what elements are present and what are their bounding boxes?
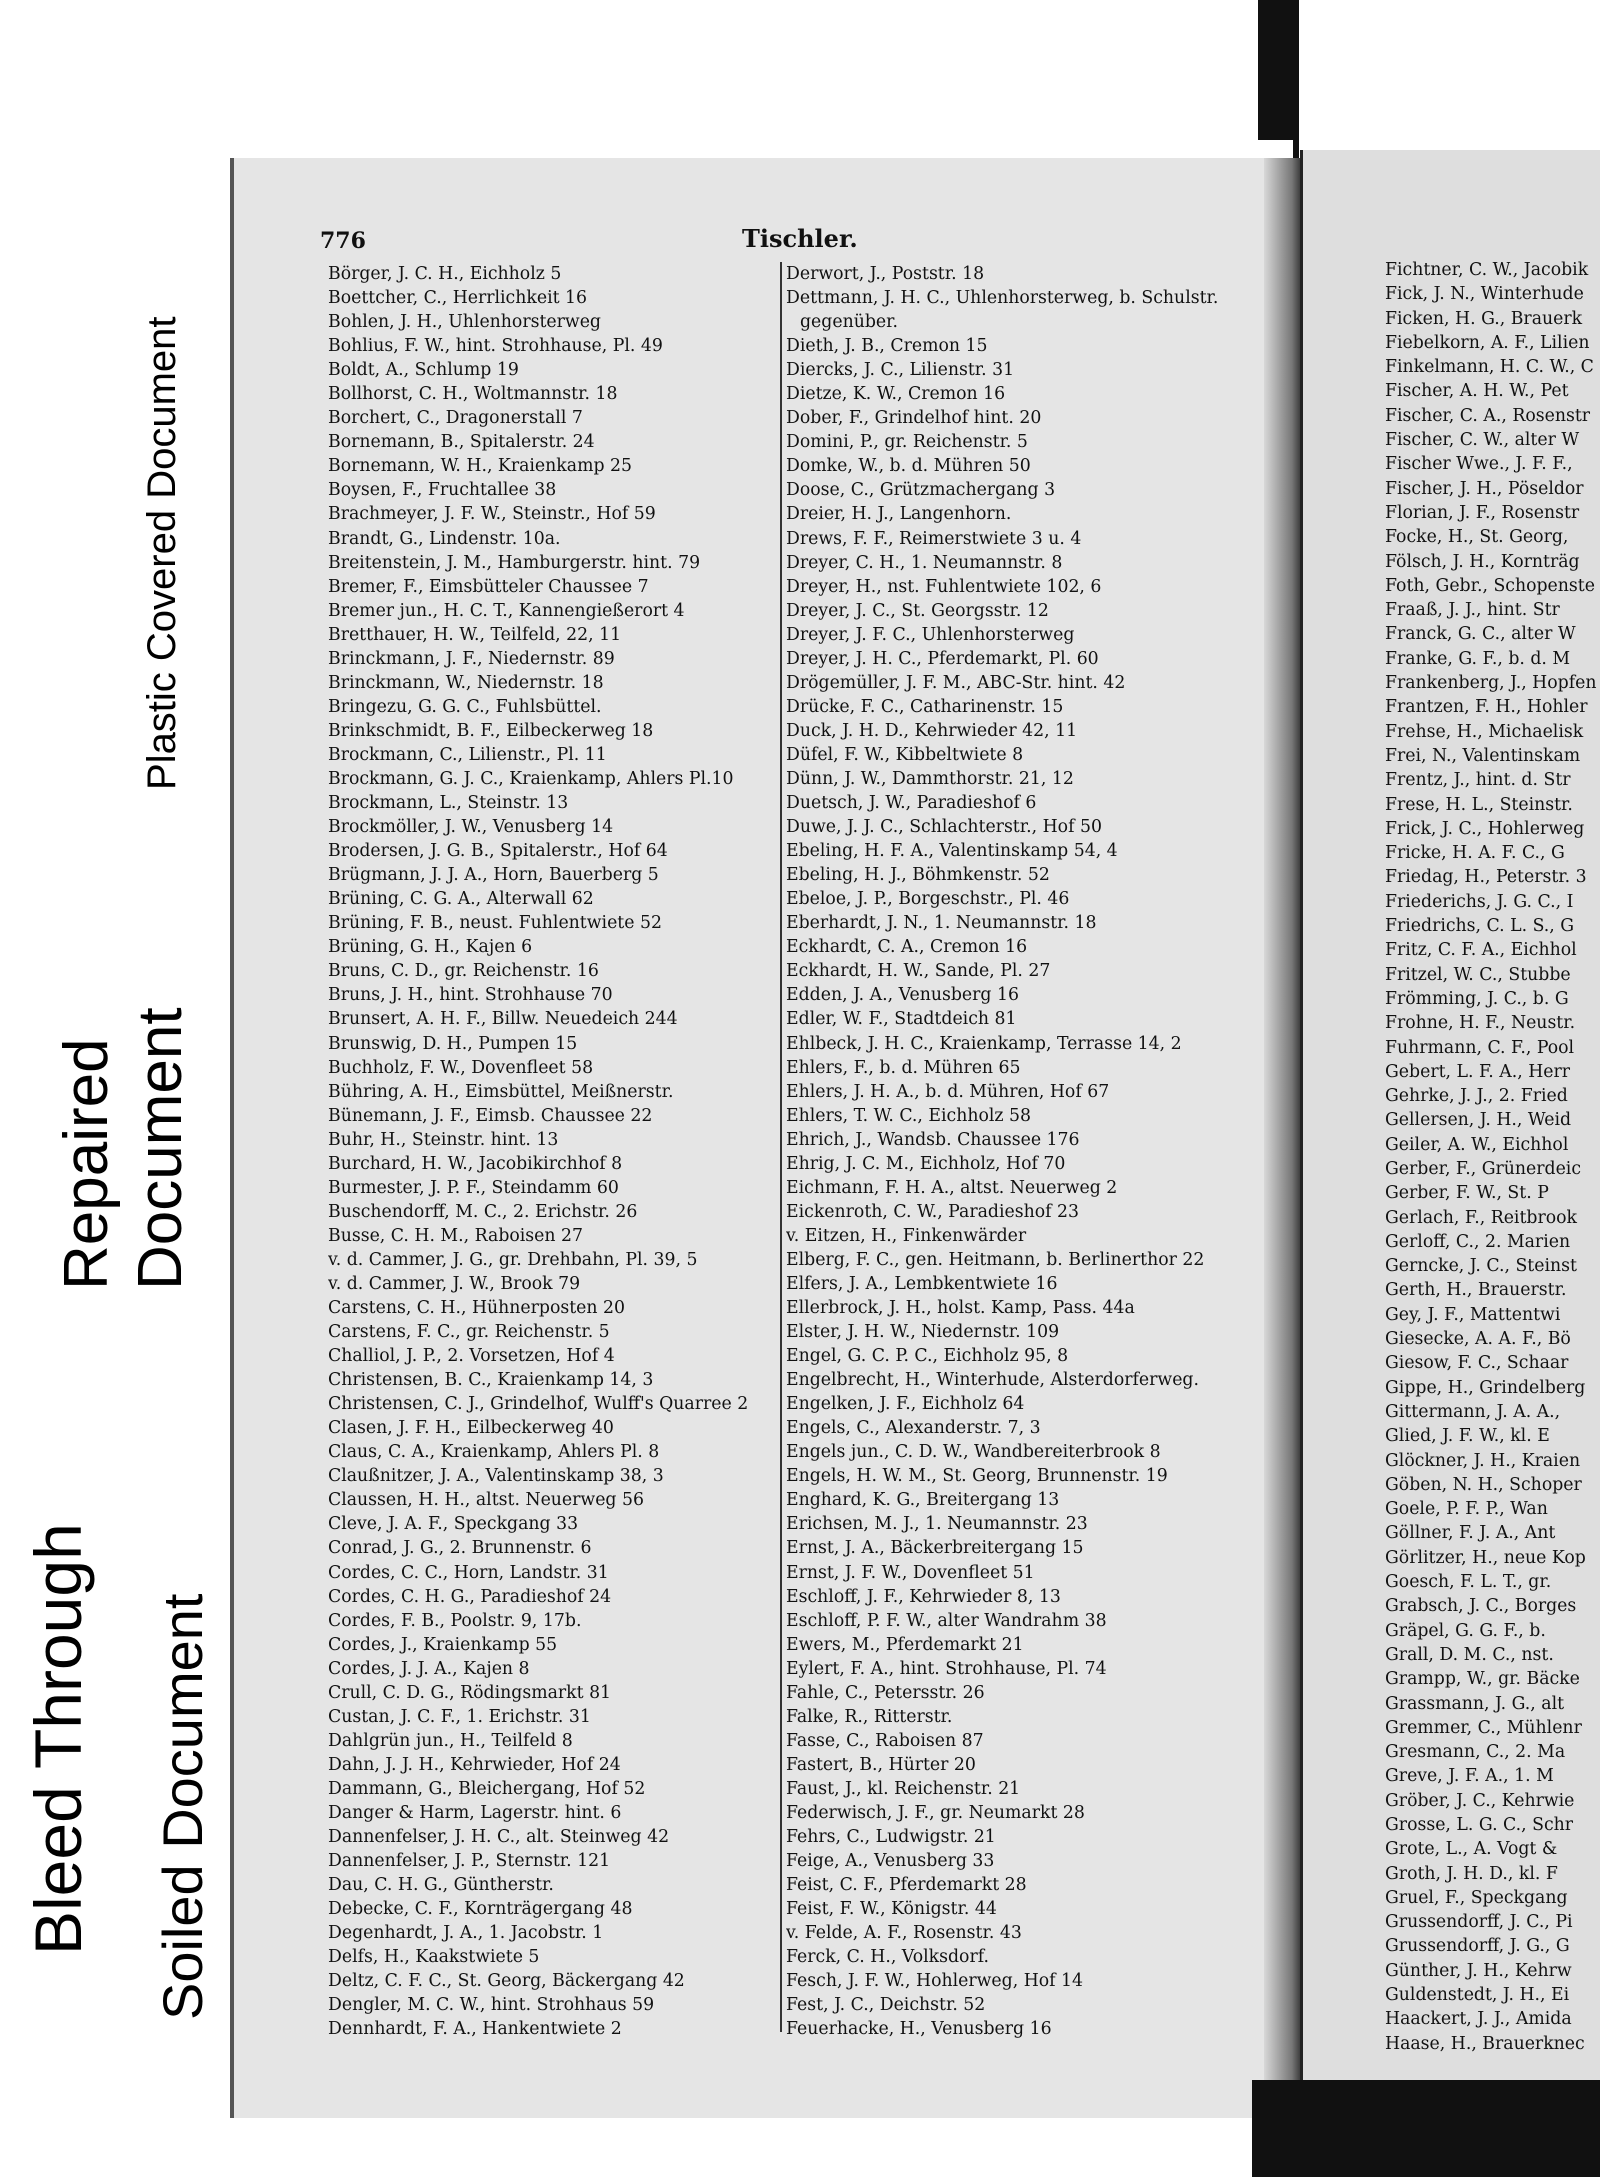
directory-entry: Ehlers, J. H. A., b. d. Mühren, Hof 67 bbox=[786, 1081, 1110, 1102]
directory-entry: Claußnitzer, J. A., Valentinskamp 38, 3 bbox=[328, 1466, 664, 1487]
directory-entry: Engelken, J. F., Eichholz 64 bbox=[786, 1394, 1025, 1415]
directory-entry: Friederichs, J. G. C., I bbox=[1385, 891, 1574, 912]
directory-entry: Frentz, J., hint. d. Str bbox=[1385, 770, 1571, 791]
directory-entry: Dau, C. H. G., Güntherstr. bbox=[328, 1875, 554, 1896]
directory-entry: Gremmer, C., Mühlenr bbox=[1385, 1717, 1582, 1738]
directory-entry: Drögemüller, J. F. M., ABC-Str. hint. 42 bbox=[786, 672, 1126, 693]
directory-entry: Bornemann, B., Spitalerstr. 24 bbox=[328, 432, 595, 453]
directory-entry: Gerber, F., Grünerdeic bbox=[1385, 1158, 1582, 1179]
directory-entry: Claus, C. A., Kraienkamp, Ahlers Pl. 8 bbox=[328, 1442, 660, 1463]
directory-entry: Duck, J. H. D., Kehrwieder 42, 11 bbox=[786, 720, 1078, 741]
directory-entry: Dahlgrün jun., H., Teilfeld 8 bbox=[328, 1730, 573, 1751]
directory-entry: Boysen, F., Fruchtallee 38 bbox=[328, 480, 557, 501]
directory-entry: Claussen, H. H., altst. Neuerweg 56 bbox=[328, 1490, 644, 1511]
directory-entry: Frehse, H., Michaelisk bbox=[1385, 721, 1584, 742]
directory-entry: Borchert, C., Dragonerstall 7 bbox=[328, 408, 583, 429]
directory-entry: Bornemann, W. H., Kraienkamp 25 bbox=[328, 456, 632, 477]
directory-entry: Brockmann, L., Steinstr. 13 bbox=[328, 793, 569, 814]
directory-entry: Frankenberg, J., Hopfen bbox=[1385, 673, 1597, 694]
directory-entry: Cordes, J. J. A., Kajen 8 bbox=[328, 1658, 530, 1679]
directory-entry: Burchard, H. W., Jacobikirchhof 8 bbox=[328, 1153, 623, 1174]
directory-entry: Fischer, C. W., alter W bbox=[1385, 430, 1580, 451]
directory-entry: Deltz, C. F. C., St. Georg, Bäckergang 42 bbox=[328, 1971, 685, 1992]
directory-entry: Erichsen, M. J., 1. Neumannstr. 23 bbox=[786, 1514, 1088, 1535]
directory-entry: Elster, J. H. W., Niedernstr. 109 bbox=[786, 1322, 1060, 1343]
directory-entry: Engels jun., C. D. W., Wandbereiterbrook 8 bbox=[786, 1442, 1161, 1463]
directory-entry: Glöckner, J. H., Kraien bbox=[1385, 1450, 1581, 1471]
directory-entry: Brachmeyer, J. F. W., Steinstr., Hof 59 bbox=[328, 504, 656, 525]
directory-entry: Bremer, F., Eimsbütteler Chaussee 7 bbox=[328, 576, 649, 597]
directory-entry: Brüning, G. H., Kajen 6 bbox=[328, 937, 533, 958]
directory-entry: Grampp, W., gr. Bäcke bbox=[1385, 1669, 1580, 1690]
directory-entry: Boldt, A., Schlump 19 bbox=[328, 360, 519, 381]
directory-entry: Brinckmann, J. F., Niedernstr. 89 bbox=[328, 648, 615, 669]
directory-entry: Haackert, J. J., Amida bbox=[1385, 2009, 1572, 2030]
directory-entry: v. Eitzen, H., Finkenwärder bbox=[786, 1225, 1027, 1246]
directory-entry: Frömming, J. C., b. G bbox=[1385, 988, 1569, 1009]
directory-entry: Fahle, C., Petersstr. 26 bbox=[786, 1682, 985, 1703]
directory-entry: Franck, G. C., alter W bbox=[1385, 624, 1576, 645]
directory-entry: Goele, P. F. P., Wan bbox=[1385, 1499, 1548, 1520]
directory-entry: Derwort, J., Poststr. 18 bbox=[786, 264, 985, 284]
directory-entry: Glied, J. F. W., kl. E bbox=[1385, 1426, 1550, 1447]
directory-entry: Gresmann, C., 2. Ma bbox=[1385, 1742, 1566, 1763]
directory-entry: Gerth, H., Brauerstr. bbox=[1385, 1280, 1567, 1301]
directory-column-middle bbox=[780, 262, 1266, 2040]
directory-entry: Challiol, J. P., 2. Vorsetzen, Hof 4 bbox=[328, 1346, 615, 1367]
directory-entry: Elberg, F. C., gen. Heitmann, b. Berlinerthor 22 bbox=[786, 1249, 1205, 1270]
directory-entry: Fölsch, J. H., Kornträg bbox=[1385, 551, 1580, 572]
directory-entry: Buhr, H., Steinstr. hint. 13 bbox=[328, 1129, 559, 1150]
directory-entry: Eberhardt, J. N., 1. Neumannstr. 18 bbox=[786, 913, 1097, 934]
directory-entry: Bühring, A. H., Eimsbüttel, Meißnerstr. bbox=[328, 1081, 674, 1102]
directory-entry: Grassmann, J. G., alt bbox=[1385, 1693, 1565, 1714]
directory-entry: Finkelmann, H. C. W., C bbox=[1385, 357, 1594, 378]
directory-entry: Enghard, K. G., Breitergang 13 bbox=[786, 1490, 1060, 1511]
directory-entry: Cordes, C. C., Horn, Landstr. 31 bbox=[328, 1562, 609, 1583]
directory-entry: Görlitzer, H., neue Kop bbox=[1385, 1547, 1586, 1568]
directory-entry: Domke, W., b. d. Mühren 50 bbox=[786, 456, 1031, 477]
directory-entry: Cordes, F. B., Poolstr. 9, 17b. bbox=[328, 1610, 582, 1631]
directory-entry: Fritz, C. F. A., Eichhol bbox=[1385, 940, 1577, 961]
directory-entry: Cleve, J. A. F., Speckgang 33 bbox=[328, 1514, 579, 1535]
directory-entry: Drücke, F. C., Catharinenstr. 15 bbox=[786, 696, 1064, 717]
directory-entry: Fest, J. C., Deichstr. 52 bbox=[786, 1995, 986, 2016]
directory-entry: Elfers, J. A., Lembkentwiete 16 bbox=[786, 1273, 1058, 1294]
directory-entry: Buchholz, F. W., Dovenfleet 58 bbox=[328, 1057, 594, 1078]
directory-entry: Friedag, H., Peterstr. 3 bbox=[1385, 867, 1587, 888]
directory-entry: Ewers, M., Pferdemarkt 21 bbox=[786, 1634, 1024, 1655]
directory-entry: Breitenstein, J. M., Hamburgerstr. hint. 79 bbox=[328, 552, 701, 573]
directory-entry: Börger, J. C. H., Eichholz 5 bbox=[328, 264, 562, 284]
binding-spine-top bbox=[1258, 0, 1298, 140]
directory-entry: Grote, L., A. Vogt & bbox=[1385, 1839, 1558, 1860]
directory-entry: Bremer jun., H. C. T., Kannengießerort 4 bbox=[328, 600, 685, 621]
directory-entry: Dreyer, C. H., 1. Neumannstr. 8 bbox=[786, 552, 1063, 573]
directory-entry: Grussendorff, J. G., G bbox=[1385, 1936, 1570, 1957]
directory-entry: v. Felde, A. F., Rosenstr. 43 bbox=[786, 1923, 1022, 1944]
directory-entry: Brandt, G., Lindenstr. 10a. bbox=[328, 528, 561, 549]
directory-entry: Edler, W. F., Stadtdeich 81 bbox=[786, 1009, 1017, 1030]
directory-entry: Gellersen, J. H., Weid bbox=[1385, 1110, 1572, 1131]
directory-entry: Debecke, C. F., Kornträgergang 48 bbox=[328, 1899, 633, 1920]
directory-entry: Brüning, C. G. A., Alterwall 62 bbox=[328, 889, 594, 910]
directory-entry: Fuhrmann, C. F., Pool bbox=[1385, 1037, 1575, 1058]
directory-entry: Eickenroth, C. W., Paradieshof 23 bbox=[786, 1201, 1080, 1222]
directory-entry: Dieth, J. B., Cremon 15 bbox=[786, 336, 988, 357]
directory-entry: Eylert, F. A., hint. Strohhause, Pl. 74 bbox=[786, 1658, 1107, 1679]
directory-entry: Custan, J. C. F., 1. Erichstr. 31 bbox=[328, 1706, 591, 1727]
directory-entry: Carstens, C. H., Hühnerposten 20 bbox=[328, 1298, 626, 1319]
directory-entry: Dennhardt, F. A., Hankentwiete 2 bbox=[328, 2019, 622, 2040]
directory-entry: gegenüber. bbox=[800, 312, 898, 333]
directory-entry: Edden, J. A., Venusberg 16 bbox=[786, 985, 1019, 1006]
directory-entry: Ebeling, H. F. A., Valentinskamp 54, 4 bbox=[786, 841, 1118, 862]
directory-entry: Gerloff, C., 2. Marien bbox=[1385, 1231, 1571, 1252]
directory-entry: Grosse, L. G. C., Schr bbox=[1385, 1815, 1574, 1835]
directory-entry: Dreyer, J. C., St. Georgsstr. 12 bbox=[786, 600, 1049, 621]
directory-entry: Ehlbeck, J. H. C., Kraienkamp, Terrasse 14, 2 bbox=[786, 1033, 1182, 1054]
directory-entry: v. d. Cammer, J. G., gr. Drehbahn, Pl. 39, 5 bbox=[328, 1249, 698, 1270]
directory-entry: Eschloff, J. F., Kehrwieder 8, 13 bbox=[786, 1586, 1061, 1607]
directory-entry: Conrad, J. G., 2. Brunnenstr. 6 bbox=[328, 1538, 592, 1559]
directory-entry: Brunsert, A. H. F., Billw. Neuedeich 244 bbox=[328, 1009, 678, 1030]
label-repaired-line2: Document bbox=[126, 1007, 195, 1290]
directory-entry: Fehrs, C., Ludwigstr. 21 bbox=[786, 1827, 996, 1848]
directory-entry: Gey, J. F., Mattentwi bbox=[1385, 1304, 1561, 1325]
directory-entry: Fritzel, W. C., Stubbe bbox=[1385, 964, 1571, 985]
directory-entry: Günther, J. H., Kehrw bbox=[1385, 1960, 1572, 1981]
directory-entry: Foth, Gebr., Schopenste bbox=[1385, 575, 1595, 596]
label-repaired-line1: Repaired bbox=[52, 1038, 121, 1290]
directory-entry: Fick, J. N., Winterhude bbox=[1385, 284, 1584, 305]
directory-entry: Ernst, J. A., Bäckerbreitergang 15 bbox=[786, 1538, 1084, 1559]
directory-entry: Grussendorff, J. C., Pi bbox=[1385, 1912, 1573, 1933]
directory-entry: Fischer, J. H., Pöseldor bbox=[1385, 478, 1584, 499]
directory-entry: Guldenstedt, J. H., Ei bbox=[1385, 1985, 1570, 2006]
label-bleed-through: Bleed Through bbox=[21, 1523, 95, 1955]
directory-entry: Frick, J. C., Hohlerweg bbox=[1385, 818, 1585, 839]
directory-entry: Feist, F. W., Königstr. 44 bbox=[786, 1899, 997, 1920]
directory-entry: Busse, C. H. M., Raboisen 27 bbox=[328, 1225, 584, 1246]
directory-entry: Fastert, B., Hürter 20 bbox=[786, 1754, 976, 1775]
directory-entry: Focke, H., St. Georg, bbox=[1385, 527, 1569, 548]
directory-entry: Fesch, J. F. W., Hohlerweg, Hof 14 bbox=[786, 1971, 1084, 1992]
directory-entry: Ellerbrock, J. H., holst. Kamp, Pass. 44a bbox=[786, 1298, 1135, 1319]
directory-entry: Gruel, F., Speckgang bbox=[1385, 1887, 1568, 1908]
page-header: Tischler. bbox=[742, 224, 858, 253]
directory-entry: Ernst, J. F. W., Dovenfleet 51 bbox=[786, 1562, 1035, 1583]
directory-entry: Cordes, C. H. G., Paradieshof 24 bbox=[328, 1586, 612, 1607]
directory-entry: Fiebelkorn, A. F., Lilien bbox=[1385, 332, 1590, 353]
label-repaired-document bbox=[50, 1007, 198, 1290]
directory-entry: Drews, F. F., Reimerstwiete 3 u. 4 bbox=[786, 528, 1082, 549]
directory-entry: Duwe, J. J. C., Schlachterstr., Hof 50 bbox=[786, 817, 1102, 838]
directory-entry: Giesow, F. C., Schaar bbox=[1385, 1353, 1569, 1374]
directory-entry: Brockmann, G. J. C., Kraienkamp, Ahlers Pl.10 bbox=[328, 768, 734, 789]
directory-entry: Greve, J. F. A., 1. M bbox=[1385, 1766, 1554, 1787]
directory-entry: Gehrke, J. J., 2. Fried bbox=[1385, 1086, 1568, 1107]
directory-entry: Göllner, F. J. A., Ant bbox=[1385, 1523, 1556, 1544]
directory-entry: Engels, C., Alexanderstr. 7, 3 bbox=[786, 1418, 1041, 1439]
directory-entry: Brüning, F. B., neust. Fuhlentwiete 52 bbox=[328, 913, 662, 934]
directory-entry: Frei, N., Valentinskam bbox=[1385, 745, 1581, 766]
directory-entry: Dietze, K. W., Cremon 16 bbox=[786, 384, 1006, 405]
directory-entry: Duetsch, J. W., Paradieshof 6 bbox=[786, 793, 1037, 814]
directory-entry: Ehrich, J., Wandsb. Chaussee 176 bbox=[786, 1129, 1080, 1150]
directory-entry: Groth, J. H. D., kl. F bbox=[1385, 1863, 1558, 1884]
directory-entry: Engels, H. W. M., St. Georg, Brunnenstr. 19 bbox=[786, 1466, 1168, 1487]
directory-entry: Brinckmann, W., Niedernstr. 18 bbox=[328, 672, 604, 693]
directory-entry: Frantzen, F. H., Hohler bbox=[1385, 697, 1588, 718]
directory-column-left bbox=[328, 262, 778, 2041]
directory-entry: Grabsch, J. C., Borges bbox=[1385, 1596, 1577, 1617]
directory-entry: Geiler, A. W., Eichhol bbox=[1385, 1134, 1569, 1155]
directory-entry: Eichmann, F. H. A., altst. Neuerweg 2 bbox=[786, 1177, 1118, 1198]
directory-entry: Eckhardt, C. A., Cremon 16 bbox=[786, 937, 1028, 958]
directory-entry: Dannenfelser, J. P., Sternstr. 121 bbox=[328, 1851, 611, 1872]
binding-spine-bottom bbox=[1252, 2080, 1600, 2177]
directory-entry: Dünn, J. W., Dammthorstr. 21, 12 bbox=[786, 768, 1074, 789]
page-number: 776 bbox=[320, 228, 366, 254]
directory-entry: Ficken, H. G., Brauerk bbox=[1385, 308, 1583, 329]
directory-entry: Franke, G. F., b. d. M bbox=[1385, 648, 1571, 669]
directory-entry: Brockmöller, J. W., Venusberg 14 bbox=[328, 817, 614, 838]
directory-entry: Domini, P., gr. Reichenstr. 5 bbox=[786, 432, 1028, 453]
directory-entry: Gröber, J. C., Kehrwie bbox=[1385, 1790, 1575, 1811]
directory-entry: Cordes, J., Kraienkamp 55 bbox=[328, 1634, 558, 1655]
directory-entry: Ebeling, H. J., Böhmkenstr. 52 bbox=[786, 865, 1050, 886]
directory-entry: Dettmann, J. H. C., Uhlenhorsterweg, b. Schulstr. bbox=[786, 288, 1219, 309]
directory-entry: Faust, J., kl. Reichenstr. 21 bbox=[786, 1778, 1021, 1799]
directory-entry: Bohlen, J. H., Uhlenhorsterweg bbox=[328, 312, 601, 333]
directory-entry: Dahn, J. J. H., Kehrwieder, Hof 24 bbox=[328, 1754, 621, 1775]
directory-entry: Feist, C. F., Pferdemarkt 28 bbox=[786, 1875, 1027, 1896]
directory-entry: Frohne, H. F., Neustr. bbox=[1385, 1013, 1576, 1034]
directory-entry: Brockmann, C., Lilienstr., Pl. 11 bbox=[328, 744, 607, 765]
directory-entry: Florian, J. F., Rosenstr bbox=[1385, 502, 1580, 523]
directory-entry: Dammann, G., Bleichergang, Hof 52 bbox=[328, 1778, 646, 1799]
directory-entry: Buschendorff, M. C., 2. Erichstr. 26 bbox=[328, 1201, 638, 1222]
directory-entry: Eschloff, P. F. W., alter Wandrahm 38 bbox=[786, 1610, 1107, 1631]
directory-entry: Delfs, H., Kaakstwiete 5 bbox=[328, 1947, 540, 1968]
directory-entry: Falke, R., Ritterstr. bbox=[786, 1706, 953, 1727]
directory-entry: Frese, H. L., Steinstr. bbox=[1385, 794, 1573, 815]
directory-entry: Crull, C. D. G., Rödingsmarkt 81 bbox=[328, 1682, 612, 1703]
directory-entry: Diercks, J. C., Lilienstr. 31 bbox=[786, 360, 1015, 381]
directory-entry: Dreyer, H., nst. Fuhlentwiete 102, 6 bbox=[786, 576, 1102, 597]
directory-entry: Brodersen, J. G. B., Spitalerstr., Hof 64 bbox=[328, 841, 668, 862]
directory-entry: Goesch, F. L. T., gr. bbox=[1385, 1572, 1552, 1593]
directory-entry: Bruns, C. D., gr. Reichenstr. 16 bbox=[328, 961, 599, 982]
directory-entry: Fricke, H. A. F. C., G bbox=[1385, 843, 1565, 864]
directory-entry: Bringezu, G. G. C., Fuhlsbüttel. bbox=[328, 696, 602, 717]
directory-entry: Gebert, L. F. A., Herr bbox=[1385, 1061, 1571, 1082]
directory-entry: Burmester, J. P. F., Steindamm 60 bbox=[328, 1177, 619, 1198]
directory-entry: Düfel, F. W., Kibbeltwiete 8 bbox=[786, 744, 1024, 765]
directory-entry: Bretthauer, H. W., Teilfeld, 22, 11 bbox=[328, 624, 622, 645]
directory-entry: Bollhorst, C. H., Woltmannstr. 18 bbox=[328, 384, 618, 405]
directory-entry: Boettcher, C., Herrlichkeit 16 bbox=[328, 288, 588, 309]
directory-entry: Giesecke, A. A. F., Bö bbox=[1385, 1329, 1571, 1350]
directory-entry: Fraaß, J. J., hint. Str bbox=[1385, 600, 1560, 621]
directory-entry: Feuerhacke, H., Venusberg 16 bbox=[786, 2019, 1052, 2040]
directory-entry: Grall, D. M. C., nst. bbox=[1385, 1644, 1554, 1665]
directory-entry: Fasse, C., Raboisen 87 bbox=[786, 1730, 984, 1751]
directory-entry: Gippe, H., Grindelberg bbox=[1385, 1377, 1586, 1398]
directory-entry: Gerlach, F., Reitbrook bbox=[1385, 1207, 1578, 1228]
directory-entry: Gerncke, J. C., Steinst bbox=[1385, 1256, 1577, 1277]
directory-entry: Brunswig, D. H., Pumpen 15 bbox=[328, 1033, 578, 1054]
directory-entry: Federwisch, J. F., gr. Neumarkt 28 bbox=[786, 1803, 1085, 1823]
directory-entry: Gräpel, G. G. F., b. bbox=[1385, 1620, 1546, 1641]
directory-entry: Christensen, C. J., Grindelhof, Wulff's Quarree 2 bbox=[328, 1394, 749, 1415]
directory-entry: Bohlius, F. W., hint. Strohhause, Pl. 49 bbox=[328, 336, 663, 357]
directory-entry: Eckhardt, H. W., Sande, Pl. 27 bbox=[786, 961, 1051, 982]
directory-entry: Gittermann, J. A. A., bbox=[1385, 1401, 1561, 1422]
directory-entry: Degenhardt, J. A., 1. Jacobstr. 1 bbox=[328, 1923, 604, 1944]
directory-entry: Bünemann, J. F., Eimsb. Chaussee 22 bbox=[328, 1105, 653, 1126]
directory-entry: Dannenfelser, J. H. C., alt. Steinweg 42 bbox=[328, 1827, 670, 1848]
directory-entry: Dreyer, J. H. C., Pferdemarkt, Pl. 60 bbox=[786, 648, 1099, 669]
directory-entry: Ferck, C. H., Volksdorf. bbox=[786, 1947, 989, 1968]
directory-entry: Dober, F., Grindelhof hint. 20 bbox=[786, 408, 1042, 429]
directory-entry: Göben, N. H., Schoper bbox=[1385, 1474, 1582, 1495]
directory-entry: Dengler, M. C. W., hint. Strohhaus 59 bbox=[328, 1995, 655, 2016]
directory-entry: Feige, A., Venusberg 33 bbox=[786, 1851, 995, 1872]
directory-entry: Fichtner, C. W., Jacobik bbox=[1385, 260, 1589, 280]
directory-entry: Brügmann, J. J. A., Horn, Bauerberg 5 bbox=[328, 865, 659, 886]
directory-entry: Fischer Wwe., J. F. F., bbox=[1385, 454, 1573, 475]
directory-entry: Brinkschmidt, B. F., Eilbeckerweg 18 bbox=[328, 720, 654, 741]
directory-entry: Fischer, C. A., Rosenstr bbox=[1385, 405, 1591, 426]
directory-entry: Ehlers, F., b. d. Mühren 65 bbox=[786, 1057, 1021, 1078]
directory-entry: Clasen, J. F. H., Eilbeckerweg 40 bbox=[328, 1418, 614, 1439]
directory-entry: Dreier, H. J., Langenhorn. bbox=[786, 504, 1012, 525]
directory-entry: Bruns, J. H., hint. Strohhause 70 bbox=[328, 985, 613, 1006]
directory-entry: Danger & Harm, Lagerstr. hint. 6 bbox=[328, 1803, 622, 1823]
directory-entry: Christensen, B. C., Kraienkamp 14, 3 bbox=[328, 1370, 654, 1391]
directory-entry: Fischer, A. H. W., Pet bbox=[1385, 381, 1569, 402]
directory-entry: Engel, G. C. P. C., Eichholz 95, 8 bbox=[786, 1346, 1069, 1367]
directory-entry: Haase, H., Brauerknec bbox=[1385, 2033, 1585, 2054]
directory-entry: Ehlers, T. W. C., Eichholz 58 bbox=[786, 1105, 1031, 1126]
directory-entry: Ebeloe, J. P., Borgeschstr., Pl. 46 bbox=[786, 889, 1070, 910]
directory-entry: Ehrig, J. C. M., Eichholz, Hof 70 bbox=[786, 1153, 1066, 1174]
label-plastic-covered: Plastic Covered Document bbox=[140, 316, 184, 790]
directory-entry: Gerber, F. W., St. P bbox=[1385, 1183, 1549, 1204]
label-soiled-document: Soiled Document bbox=[151, 1593, 214, 2020]
directory-entry: Carstens, F. C., gr. Reichenstr. 5 bbox=[328, 1322, 610, 1343]
directory-column-facing bbox=[1385, 258, 1600, 2056]
directory-entry: Friedrichs, C. L. S., G bbox=[1385, 916, 1575, 937]
directory-entry: Dreyer, J. F. C., Uhlenhorsterweg bbox=[786, 624, 1075, 645]
directory-entry: v. d. Cammer, J. W., Brook 79 bbox=[328, 1273, 581, 1294]
directory-entry: Doose, C., Grützmachergang 3 bbox=[786, 480, 1056, 501]
directory-entry: Engelbrecht, H., Winterhude, Alsterdorferweg. bbox=[786, 1370, 1199, 1391]
